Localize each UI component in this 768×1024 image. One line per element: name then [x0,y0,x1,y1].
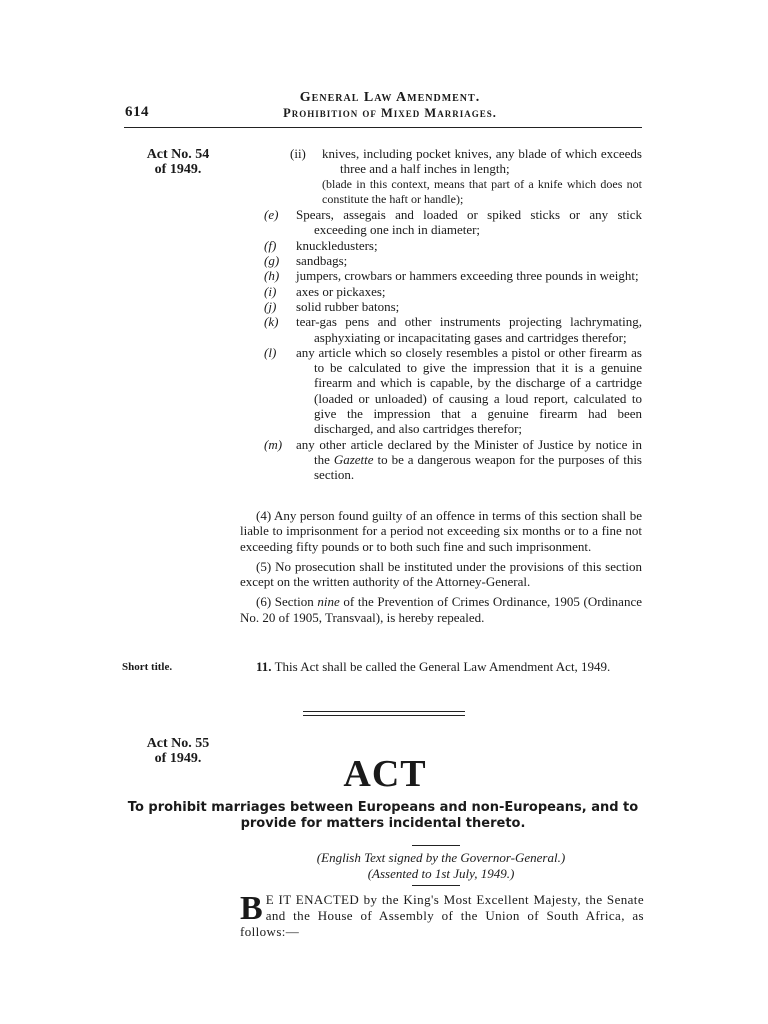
list-item [240,268,642,283]
item-text: sandbags; [296,253,348,269]
list-item [240,253,642,268]
assent-line-signed: (English Text signed by the Governor-General.) [316,850,566,865]
assent-line-date: (Assented to 1st July, 1949.) [367,866,515,881]
item-text-part: to be a dangerous weapon for the purposes of this section. [314,451,642,483]
section-11-paragraph [240,659,642,674]
margin-note-act55 [128,736,228,766]
paragraph-4: (4) Any person found guilty of an offence in terms of this section shall be liable to imprisonment for a period not exceeding six months or to a fine not exceeding fifty pounds or to both such fine and such imprisonment. [240,508,642,554]
item-label: (h) [264,268,280,284]
section-11-text: This Act shall be called the General Law Amendment Act, 1949. [274,659,611,674]
act-heading: ACT [343,753,427,795]
item-text-italic: Gazette [333,451,374,467]
header-rule [124,127,642,128]
item-text: jumpers, crowbars or hammers exceeding three pounds in weight; [296,268,639,284]
list-item [240,314,642,345]
short-rule [412,885,460,886]
paragraph-text-part: (6) Section [256,594,318,610]
section-number: 11. [256,659,272,674]
weapons-list [240,146,642,483]
paragraph-text-italic: nine [317,594,340,610]
list-item [240,345,642,437]
list-item [240,238,642,253]
short-rule [412,845,460,846]
margin-note-line: of 1949. [154,751,202,766]
item-text-part: any other article declared by the Minister of Justice by notice in the [296,436,642,467]
running-head-subtitle: Prohibition of Mixed Marriages. [283,106,497,120]
item-label: (i) [264,283,277,299]
item-text: Spears, assegais and loaded or spiked sticks or any stick exceeding one inch in diameter; [296,207,642,238]
list-item [240,284,642,299]
margin-note-line: Act No. 54 [146,147,210,162]
enacting-text: E IT ENACTED by the King's Most Excellent Majesty, the Senate and the House of Assembly of the Union of South Africa, as follows:— [240,892,644,939]
item-text: solid rubber batons; [296,298,400,314]
item-label: (k) [264,314,279,330]
paragraph-text-part: of the Prevention of Crimes Ordinance, 1905 (Ordinance No. 20 of 1905, Transvaal), is hereby repealed. [240,594,642,625]
item-label: (ii) [290,146,306,161]
double-rule-divider [303,711,465,716]
item-label: (e) [264,207,279,223]
item-label: (m) [264,436,283,452]
list-item [240,299,642,314]
item-text: tear-gas pens and other instruments projecting lachrymating, asphyxiating or incapacitating gases and cartridges therefor; [296,314,642,345]
item-text: knives, including pocket knives, any blade of which exceeds three and a half inches in length; [322,146,642,177]
list-item [240,146,642,207]
section-11 [240,659,642,679]
item-note: (blade in this context, means that part of a knife which does not constitute the haft or handle); [322,176,642,206]
item-text: axes or pickaxes; [296,283,386,299]
enacting-clause [240,892,644,940]
item-label: (g) [264,253,280,269]
margin-note-short-title: Short title. [122,661,173,673]
drop-cap: B [240,890,263,927]
item-label: (f) [264,237,277,253]
item-text: knuckledusters; [296,237,378,253]
running-head-title: General Law Amendment. [299,90,481,105]
list-item [240,207,642,238]
act-long-title: To prohibit marriages between Europeans and non-Europeans, and to provide for matters incidental thereto. [127,800,639,831]
list-item [240,437,642,483]
section-paragraphs [240,508,642,630]
margin-note-line: of 1949. [154,162,202,177]
item-label: (j) [264,298,277,314]
margin-note-line: Act No. 55 [146,736,210,751]
paragraph-6 [240,594,642,625]
margin-note-act54 [128,147,228,177]
page-number: 614 [125,104,149,120]
paragraph-5: (5) No prosecution shall be instituted under the provisions of this section except on the written authority of the Attorney-General. [240,558,642,590]
item-label: (l) [264,344,277,360]
item-text: any article which so closely resembles a pistol or other firearm as to be calculated to give the impression that it is a genuine firearm and which is capable, by the discharge of a cartridge (loaded or unloaded) of causing a loud report, calculated to give the impression that a genuine firearm had been discharged, and also cartridges therefor; [296,344,642,437]
item-text [296,437,642,483]
